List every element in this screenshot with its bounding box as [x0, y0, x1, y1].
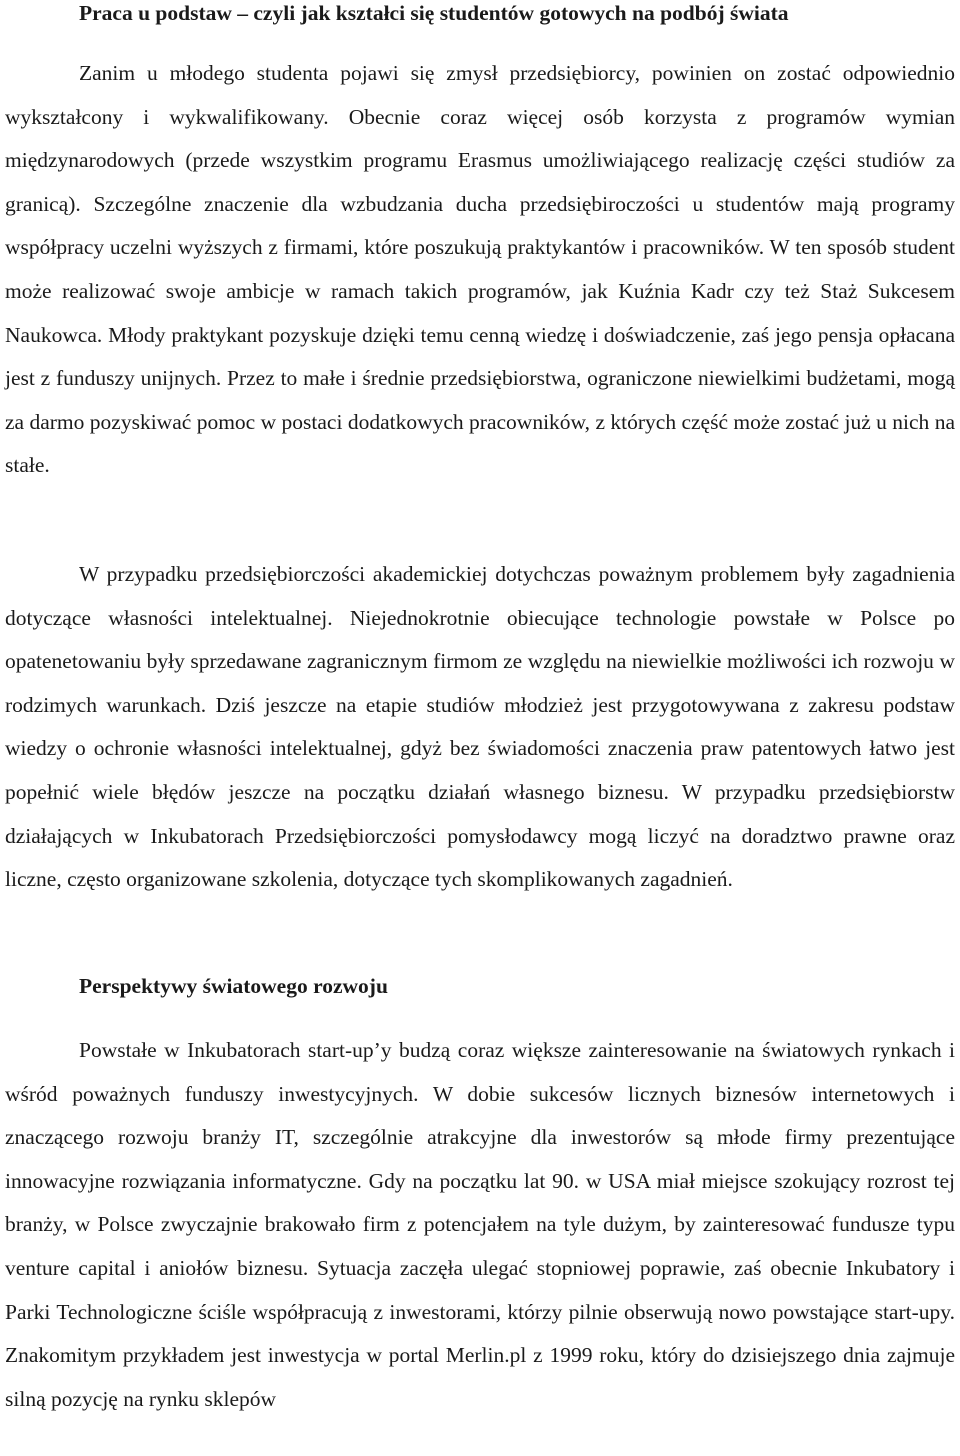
section-title-perspektywy: Perspektywy światowego rozwoju [79, 974, 388, 998]
paragraph-intellectual-property: W przypadku przedsiębiorczości akademickiej dotychczas poważnym problemem były zagadnienia dotyczące własności intelektualnej. Niejednokrotnie obiecujące technologie powstałe w Polsce po opatenetowaniu były sprzedawane zagranicznym firmom ze względu na niewielkie możliwości ich rozwoju w rodzimych warunkach. Dziś jeszcze na etapie studiów młodzież jest przygotowywana z zakresu podstaw wiedzy o ochronie własności intelektualnej, gdyż bez świadomości znaczenia praw patentowych łatwo jest popełnić wiele błędów jeszcze na początku działań własnego biznesu. W przypadku przedsiębiorstw działających w Inkubatorach Przedsiębiorczości pomysłodawcy mogą liczyć na doradztwo prawne oraz liczne, często organizowane szkolenia, dotyczące tych skomplikowanych zagadnień. [5, 562, 955, 892]
paragraph-education: Zanim u młodego studenta pojawi się zmysł przedsiębiorcy, powinien on zostać odpowiednio wykształcony i wykwalifikowany. Obecnie coraz więcej osób korzysta z programów wymian międzynarodowych (przede wszystkim programu Erasmus umożliwiającego realizację części studiów za granicą). Szczególne znaczenie dla wzbudzania ducha przedsiębiroczości u studentów mają programy współpracy uczelni wyższych z firmami, które poszukują praktykantów i pracowników. W ten sposób student może realizować swoje ambicje w ramach takich programów, jak Kuźnia Kadr czy też Staż Sukcesem Naukowca. Młody praktykant pozyskuje dzięki temu cenną wiedzę i doświadczenie, zaś jego pensja opłacana jest z funduszy unijnych. Przez to małe i średnie przedsiębiorstwa, ograniczone niewielkimi budżetami, mogą za darmo pozyskiwać pomoc w postaci dodatkowych pracowników, z których część może zostać już u nich na stałe. [5, 61, 955, 478]
paragraph-global-development: Powstałe w Inkubatorach start-up’y budzą coraz większe zainteresowanie na światowych rynkach i wśród poważnych funduszy inwestycyjnych. W dobie sukcesów licznych biznesów internetowych i znaczącego rozwoju branży IT, szczególnie atrakcyjne dla inwestorów są młode firmy prezentujące innowacyjne rozwiązania informatyczne. Gdy na początku lat 90. w USA miał miejsce szokujący rozrost tej branży, w Polsce zwyczajnie brakowało firm z potencjałem na tyle dużym, by zainteresować fundusze typu venture capital i aniołów biznesu. Sytuacja zaczęła ulegać stopniowej poprawie, zaś obecnie Inkubatory i Parki Technologiczne ściśle współpracują z inwestorami, którzy pilnie obserwują nowo powstające start-upy. Znakomitym przykładem jest inwestycja w portal Merlin.pl z 1999 roku, który do dzisiejszego dnia zajmuje silną pozycję na rynku sklepów [5, 1038, 955, 1411]
section-title-praca-u-podstaw: Praca u podstaw – czyli jak kształci się studentów gotowych na podbój świata [79, 1, 789, 25]
